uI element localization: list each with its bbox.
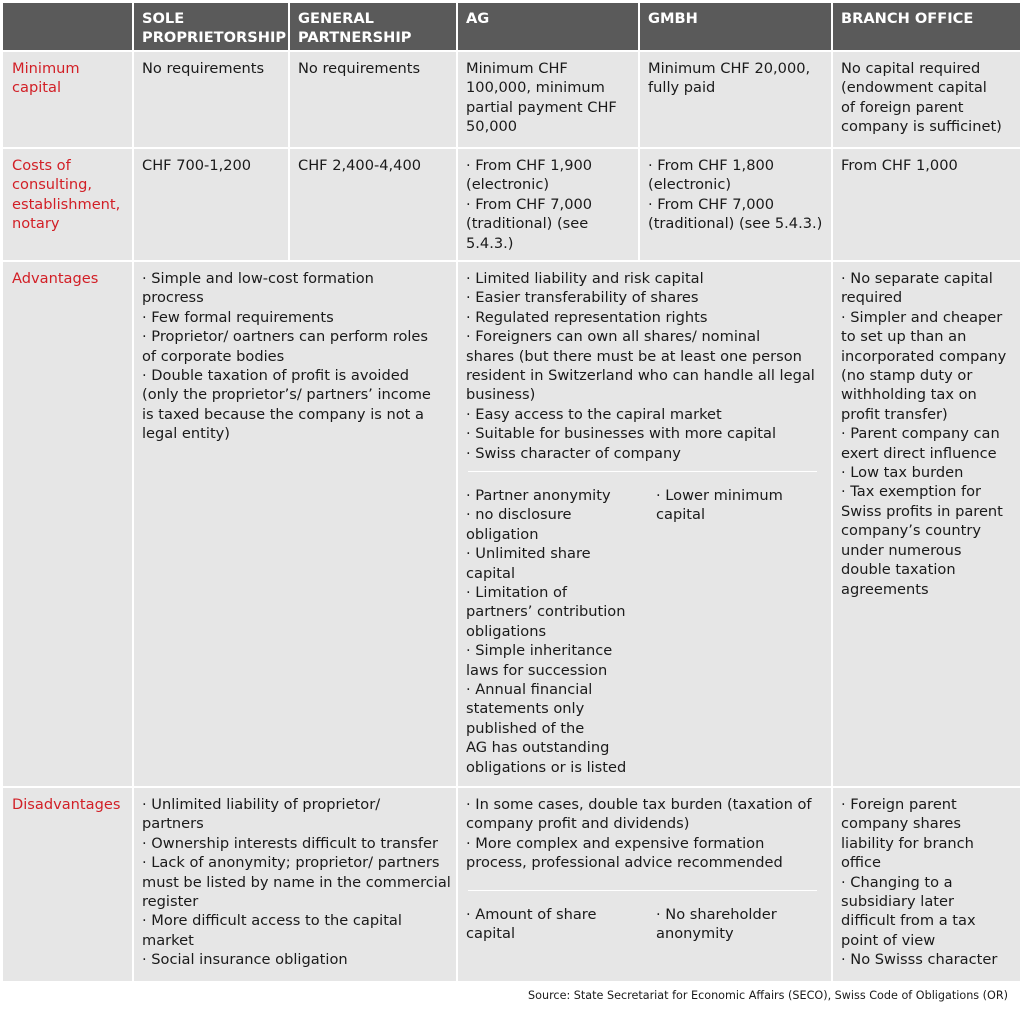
row-label-minimum-capital-line: capital	[12, 79, 62, 97]
advantages-ag-specific-line: obligations	[466, 622, 547, 640]
minimum-capital-branch-cell	[833, 52, 1020, 147]
advantages-branch-cell-line: · Low tax burden	[841, 464, 964, 482]
disadvantages-sole-general-cell-line: market	[142, 931, 194, 949]
advantages-sole-general-cell-line: is taxed because the company is not a	[142, 405, 424, 423]
advantages-sole-general-cell-line: procress	[142, 289, 204, 307]
source-note: Source: State Secretariat for Economic Affairs (SECO), Swiss Code of Obligations (OR)	[528, 989, 1008, 1002]
advantages-gmbh-specific-line: capital	[656, 506, 706, 524]
minimum-capital-gmbh-cell-line: Minimum CHF 20,000,	[648, 60, 811, 77]
costs-ag-cell-line: (traditional) (see	[466, 215, 589, 233]
row-label-disadvantages-line: Disadvantages	[12, 796, 121, 813]
costs-sole-cell	[134, 149, 288, 260]
advantages-branch-cell-line: company’s country	[841, 522, 981, 540]
advantages-branch-cell-line: · No separate capital	[841, 270, 993, 287]
advantages-branch-cell-line: double taxation	[841, 561, 956, 579]
header-sole-proprietorship-line: PROPRIETORSHIP	[142, 29, 287, 47]
advantages-ag-specific-line: · Simple inheritance	[466, 642, 613, 660]
row-label-costs-line: consulting,	[12, 176, 93, 194]
header-branch-office	[833, 3, 1020, 50]
minimum-capital-ag-cell-line: 50,000	[466, 118, 518, 136]
advantages-ag-specific-line: obligation	[466, 525, 539, 543]
advantages-ag-gmbh-cell-line: · Limited liability and risk capital	[466, 270, 704, 287]
row-label-costs-line: notary	[12, 215, 60, 233]
minimum-capital-branch-cell-line: No capital required	[841, 60, 981, 77]
advantages-ag-gmbh-cell-line: · Easier transferability of shares	[466, 289, 699, 307]
disadvantages-sole-general-cell-line: · Unlimited liability of proprietor/	[142, 796, 381, 813]
row-label-costs-line: establishment,	[12, 195, 121, 213]
advantages-ag-specific-line: · Limitation of	[466, 584, 568, 602]
minimum-capital-general-cell-line: No requirements	[298, 60, 421, 77]
minimum-capital-general-cell	[290, 52, 456, 147]
row-label-costs	[3, 149, 132, 260]
row-label-disadvantages	[3, 788, 132, 981]
disadvantages-divider	[468, 890, 817, 891]
advantages-ag-specific-line: laws for succession	[466, 661, 608, 679]
minimum-capital-gmbh-cell	[640, 52, 831, 147]
costs-ag-cell-line: · From CHF 1,900	[466, 157, 593, 174]
advantages-ag-specific-line: capital	[466, 564, 516, 582]
minimum-capital-sole-cell	[134, 52, 288, 147]
advantages-branch-cell-line: to set up than an	[841, 328, 967, 346]
disadvantages-gmbh-specific-line: · No shareholder	[656, 906, 777, 923]
advantages-branch-cell-line: incorporated company	[841, 347, 1007, 365]
advantages-branch-cell-line: withholding tax on	[841, 386, 977, 404]
row-label-advantages-line: Advantages	[12, 270, 99, 287]
advantages-divider	[468, 471, 817, 472]
minimum-capital-branch-cell-line: (endowment capital	[841, 79, 987, 97]
disadvantages-ag-specific	[458, 898, 646, 981]
advantages-sole-general-cell-line: · Proprietor/ oartners can perform roles	[142, 328, 429, 346]
header-gmbh-line: GMBH	[648, 10, 698, 27]
disadvantages-branch-cell-line: office	[841, 854, 882, 872]
advantages-sole-general-cell	[134, 262, 456, 786]
minimum-capital-branch-cell-line: company is sufficinet)	[841, 118, 1002, 136]
advantages-ag-gmbh-cell-line: · Regulated representation rights	[466, 308, 708, 326]
disadvantages-sole-general-cell-line: · More difficult access to the capital	[142, 912, 402, 930]
advantages-ag-gmbh-cell-line: · Easy access to the capiral market	[466, 405, 722, 423]
advantages-ag-specific	[458, 479, 646, 786]
advantages-sole-general-cell-line: of corporate bodies	[142, 347, 285, 365]
advantages-ag-specific-line: partners’ contribution	[466, 603, 626, 621]
header-blank	[3, 3, 132, 50]
disadvantages-branch-cell-line: · Foreign parent	[841, 796, 957, 813]
costs-general-cell	[290, 149, 456, 260]
disadvantages-sole-general-cell-line: register	[142, 893, 199, 911]
advantages-ag-specific-line: · no disclosure	[466, 506, 572, 524]
advantages-sole-general-cell-line: (only the proprietor’s/ partners’ income	[142, 386, 431, 404]
advantages-gmbh-specific	[648, 479, 831, 786]
costs-ag-cell-line: (electronic)	[466, 176, 550, 194]
disadvantages-ag-specific-line: · Amount of share	[466, 906, 597, 923]
row-label-minimum-capital	[3, 52, 132, 147]
minimum-capital-ag-cell	[458, 52, 638, 147]
header-branch-office-line: BRANCH OFFICE	[841, 10, 974, 27]
disadvantages-ag-gmbh-cell-line: · More complex and expensive formation	[466, 834, 765, 852]
advantages-ag-specific-line: AG has outstanding	[466, 739, 610, 757]
costs-general-cell-line: CHF 2,400-4,400	[298, 157, 422, 174]
advantages-branch-cell-line: exert direct influence	[841, 444, 997, 462]
advantages-branch-cell-line: · Tax exemption for	[841, 483, 982, 501]
minimum-capital-ag-cell-line: 100,000, minimum	[466, 79, 605, 97]
advantages-ag-specific-line: · Partner anonymity	[466, 487, 611, 504]
row-label-advantages	[3, 262, 132, 786]
advantages-ag-gmbh-cell-line: · Swiss character of company	[466, 444, 681, 462]
disadvantages-branch-cell-line: point of view	[841, 931, 936, 949]
disadvantages-ag-specific-line: capital	[466, 925, 516, 943]
advantages-branch-cell-line: (no stamp duty or	[841, 367, 973, 385]
advantages-sole-general-cell-line: legal entity)	[142, 425, 230, 443]
advantages-ag-specific-line: statements only	[466, 700, 585, 718]
advantages-ag-specific-line: obligations or is listed	[466, 758, 627, 776]
minimum-capital-ag-cell-line: Minimum CHF	[466, 60, 568, 77]
minimum-capital-gmbh-cell-line: fully paid	[648, 79, 716, 97]
advantages-sole-general-cell-line: · Few formal requirements	[142, 308, 334, 326]
disadvantages-gmbh-specific	[648, 898, 831, 981]
advantages-branch-cell-line: agreements	[841, 580, 929, 598]
disadvantages-sole-general-cell-line: · Social insurance obligation	[142, 951, 348, 969]
header-gmbh	[640, 3, 831, 50]
disadvantages-ag-gmbh-cell-line: process, professional advice recommended	[466, 854, 783, 872]
header-sole-proprietorship-line: SOLE	[142, 10, 185, 27]
advantages-branch-cell-line: under numerous	[841, 541, 962, 559]
disadvantages-gmbh-specific-line: anonymity	[656, 925, 734, 943]
advantages-branch-cell-line: · Simpler and cheaper	[841, 308, 1003, 326]
disadvantages-sole-general-cell-line: · Lack of anonymity; proprietor/ partners	[142, 854, 440, 872]
costs-gmbh-cell-line: · From CHF 7,000	[648, 195, 775, 213]
header-ag	[458, 3, 638, 50]
disadvantages-branch-cell-line: subsidiary later	[841, 893, 955, 911]
header-general-partnership-line: GENERAL	[298, 10, 374, 27]
row-label-minimum-capital-line: Minimum	[12, 60, 80, 77]
header-sole-proprietorship	[134, 3, 288, 50]
disadvantages-branch-cell-line: · No Swisss character	[841, 951, 998, 969]
costs-gmbh-cell-line: · From CHF 1,800	[648, 157, 775, 174]
costs-ag-cell-line: 5.4.3.)	[466, 234, 514, 252]
row-label-costs-line: Costs of	[12, 157, 71, 174]
minimum-capital-branch-cell-line: of foreign parent	[841, 98, 964, 116]
disadvantages-sole-general-cell-line: partners	[142, 815, 204, 833]
header-ag-line: AG	[466, 10, 490, 27]
costs-branch-cell	[833, 149, 1020, 260]
disadvantages-branch-cell	[833, 788, 1020, 981]
disadvantages-branch-cell-line: company shares	[841, 815, 961, 833]
advantages-ag-gmbh-cell-line: shares (but there must be at least one person	[466, 347, 802, 365]
costs-branch-cell-line: From CHF 1,000	[841, 157, 958, 174]
advantages-ag-gmbh-cell-line: resident in Switzerland who can handle all legal	[466, 367, 815, 385]
disadvantages-sole-general-cell-line: must be listed by name in the commercial	[142, 873, 451, 891]
advantages-ag-gmbh-cell-line: · Suitable for businesses with more capital	[466, 425, 777, 443]
advantages-ag-specific-line: · Annual financial	[466, 681, 593, 699]
advantages-sole-general-cell-line: · Double taxation of profit is avoided	[142, 367, 409, 385]
disadvantages-branch-cell-line: difficult from a tax	[841, 912, 976, 930]
advantages-branch-cell-line: · Parent company can	[841, 425, 1000, 443]
advantages-ag-gmbh-cell-line: business)	[466, 386, 536, 404]
disadvantages-ag-gmbh-cell-line: company profit and dividends)	[466, 815, 690, 833]
header-general-partnership	[290, 3, 456, 50]
advantages-branch-cell	[833, 262, 1020, 786]
costs-sole-cell-line: CHF 700-1,200	[142, 157, 252, 174]
disadvantages-sole-general-cell-line: · Ownership interests difficult to transfer	[142, 834, 439, 852]
costs-gmbh-cell-line: (electronic)	[648, 176, 732, 194]
costs-ag-cell	[458, 149, 638, 260]
advantages-ag-specific-line: · Unlimited share	[466, 545, 591, 563]
costs-gmbh-cell	[640, 149, 831, 260]
costs-gmbh-cell-line: (traditional) (see 5.4.3.)	[648, 215, 823, 233]
minimum-capital-ag-cell-line: partial payment CHF	[466, 98, 617, 116]
advantages-gmbh-specific-line: · Lower minimum	[656, 487, 783, 504]
advantages-ag-specific-line: published of the	[466, 719, 585, 737]
advantages-branch-cell-line: profit transfer)	[841, 405, 948, 423]
costs-ag-cell-line: · From CHF 7,000	[466, 195, 593, 213]
disadvantages-ag-gmbh-cell-line: · In some cases, double tax burden (taxation of	[466, 796, 812, 813]
disadvantages-branch-cell-line: liability for branch	[841, 834, 974, 852]
disadvantages-branch-cell-line: · Changing to a	[841, 873, 953, 891]
advantages-branch-cell-line: required	[841, 289, 903, 307]
header-general-partnership-line: PARTNERSHIP	[298, 29, 412, 47]
advantages-sole-general-cell-line: · Simple and low-cost formation	[142, 270, 374, 287]
disadvantages-sole-general-cell	[134, 788, 456, 981]
advantages-ag-gmbh-cell-line: · Foreigners can own all shares/ nominal	[466, 328, 761, 346]
minimum-capital-sole-cell-line: No requirements	[142, 60, 265, 77]
advantages-branch-cell-line: Swiss profits in parent	[841, 502, 1003, 520]
